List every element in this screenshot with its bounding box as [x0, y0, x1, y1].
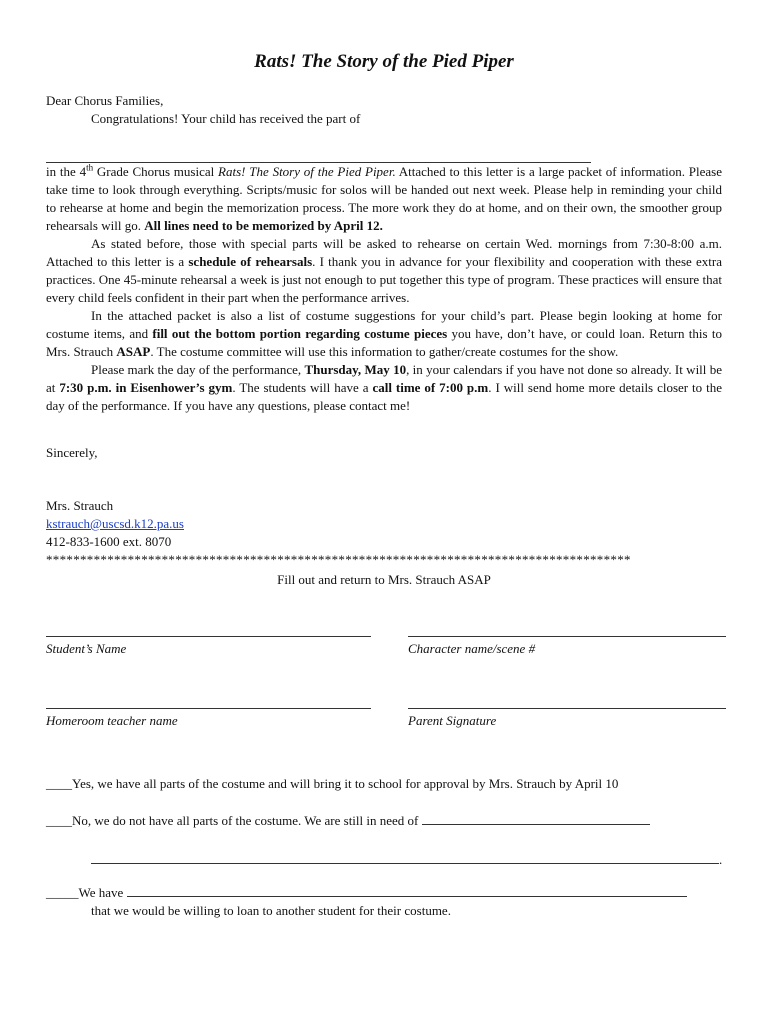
performance-date: Thursday, May 10 [304, 362, 407, 377]
parent-signature-field[interactable]: Parent Signature [408, 694, 726, 730]
we-have-option[interactable]: _____We have [46, 883, 722, 902]
homeroom-field[interactable]: Homeroom teacher name [46, 694, 371, 730]
yes-option[interactable]: ____Yes, we have all parts of the costume and will bring it to school for approval by Mrs. Strauch by April 10 [46, 776, 619, 791]
phone-number: 412-833-1600 ext. 8070 [46, 534, 172, 549]
student-name-field[interactable]: Student’s Name [46, 622, 371, 658]
paragraph-3: In the attached packet is also a list of costume suggestions for your child’s part. Please begin looking at home for costume items, and fill out the bottom portion regarding costume pieces you have, don’t have, or could loan. Return this to Mrs. Strauch ASAP. The costume committee will use this information to gather/create costumes for the show. [46, 308, 722, 359]
no-option[interactable]: ____No, we do not have all parts of the costume. We are still in need of [46, 811, 722, 830]
loan-note: that we would be willing to loan to another student for their costume. [91, 903, 451, 918]
email-link[interactable]: kstrauch@uscsd.k12.pa.us [46, 516, 184, 531]
return-form [46, 622, 722, 792]
letter-page [46, 50, 722, 920]
separator-line: ************************************************************************************** [46, 552, 631, 567]
letter-title: Rats! The Story of the Pied Piper [254, 51, 514, 72]
congrats-line: Congratulations! Your child has received the part of [91, 111, 361, 126]
signer-name: Mrs. Strauch [46, 498, 114, 513]
closing: Sincerely, [46, 445, 98, 460]
loan-items-blank [127, 883, 687, 897]
greeting: Dear Chorus Families, [46, 93, 164, 108]
return-note: Fill out and return to Mrs. Strauch ASAP [277, 572, 491, 587]
memorize-deadline: All lines need to be memorized by April 12. [144, 218, 383, 233]
musical-title: Rats! The Story of the Pied Piper. [218, 164, 396, 179]
paragraph-1: in the 4th Grade Chorus musical Rats! The Story of the Pied Piper. Attached to this letter is a large packet of information. Please take time to look through everything. Scripts/music for solos will be handed out next week. Please help in reminding your child to rehearse at home and begin the memorization process. The more work they do at home, and on their own, the smoother group rehearsals will go. All lines need to be memorized by April 12. [46, 162, 723, 233]
costume-highlight: fill out the bottom portion regarding costume pieces [152, 326, 448, 341]
performance-time-place: 7:30 p.m. in Eisenhower’s gym [59, 380, 233, 395]
costume-needs-blank [422, 811, 650, 825]
needs-continuation-line[interactable]: . [46, 850, 722, 869]
schedule-highlight: schedule of rehearsals [188, 254, 313, 269]
part-blank-line[interactable] [46, 128, 591, 163]
call-time: call time of 7:00 p.m [372, 380, 489, 395]
character-field[interactable]: Character name/scene # [408, 622, 726, 658]
paragraph-2: As stated before, those with special parts will be asked to rehearse on certain Wed. mornings from 7:30-8:00 a.m. Attached to this letter is a schedule of rehearsals. I thank you in advance for your flexibility and cooperation with these extra practices. One 45-minute rehearsal a week is just not enough to put together this type of program. These practices will ensure that every child feels confident in their part when the performance arrives. [46, 236, 722, 305]
paragraph-4: Please mark the day of the performance, Thursday, May 10, in your calendars if you have not done so already. It will be at 7:30 p.m. in Eisenhower’s gym. The students will have a call time of 7:00 p.m. I will send home more details closer to the day of the performance. If you have any questions, please contact me! [46, 362, 722, 413]
